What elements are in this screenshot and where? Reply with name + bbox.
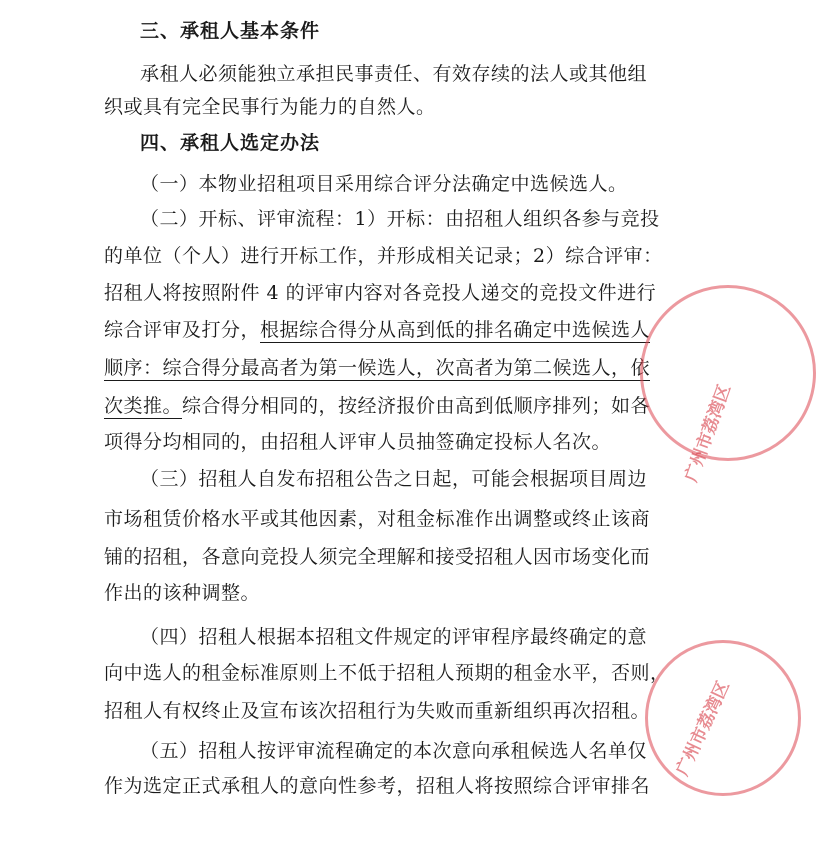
paragraph-line: 作为选定正式承租人的意向性参考，招租人将按照综合评审排名 (104, 775, 651, 797)
paragraph-line: 招租人有权终止及宣布该次招租行为失败而重新组织再次招租。 (104, 700, 651, 722)
paragraph-line: 作出的该种调整。 (104, 582, 261, 604)
paragraph-line: 招租人将按照附件 4 的评审内容对各竞投人递交的竞投文件进行 (104, 282, 657, 304)
paragraph-line: 织或具有完全民事行为能力的自然人。 (104, 96, 436, 118)
paragraph-line: 铺的招租，各意向竞投人须完全理解和接受招租人因市场变化而 (104, 546, 651, 568)
red-seal-lower (645, 640, 801, 796)
paragraph-line: （二）开标、评审流程：1）开标：由招租人组织各参与竞投 (140, 208, 660, 230)
paragraph-line: 向中选人的租金标准原则上不低于招租人预期的租金水平，否则， (104, 662, 670, 684)
plain-text: 综合评审及打分， (104, 319, 261, 341)
paragraph-line (104, 356, 650, 380)
paragraph-line: 市场租赁价格水平或其他因素，对租金标准作出调整或终止该商 (104, 508, 651, 530)
seal-text-lower: 广州市荔湾区 (672, 678, 734, 780)
paragraph-line (104, 318, 650, 342)
paragraph-line: 的单位（个人）进行开标工作，并形成相关记录；2）综合评审： (104, 245, 663, 267)
paragraph-line: 承租人必须能独立承担民事责任、有效存续的法人或其他组 (140, 63, 648, 85)
underlined-text: 顺序：综合得分最高者为第一候选人，次高者为第二候选人，依 (104, 357, 651, 379)
plain-text: 综合得分相同的，按经济报价由高到低顺序排列；如各 (182, 395, 651, 417)
paragraph-line: （三）招租人自发布招租公告之日起，可能会根据项目周边 (140, 468, 648, 490)
paragraph-line: （四）招租人根据本招租文件规定的评审程序最终确定的意 (140, 626, 648, 648)
paragraph-line: （一）本物业招租项目采用综合评分法确定中选候选人。 (140, 173, 628, 195)
paragraph-line: （五）招租人按评审流程确定的本次意向承租候选人名单仅 (140, 740, 648, 762)
paragraph-line (104, 394, 650, 418)
underlined-text: 次类推。 (104, 395, 183, 417)
seal-text-upper: 广州市荔湾区 (681, 382, 736, 485)
paragraph-line: 项得分均相同的，由招租人评审人员抽签确定投标人名次。 (104, 431, 612, 453)
section-heading-3: 三、承租人基本条件 (140, 20, 321, 42)
red-seal-upper (640, 285, 816, 461)
section-heading-4: 四、承租人选定办法 (140, 132, 321, 154)
underlined-text: 根据综合得分从高到低的排名确定中选候选人 (260, 319, 651, 341)
